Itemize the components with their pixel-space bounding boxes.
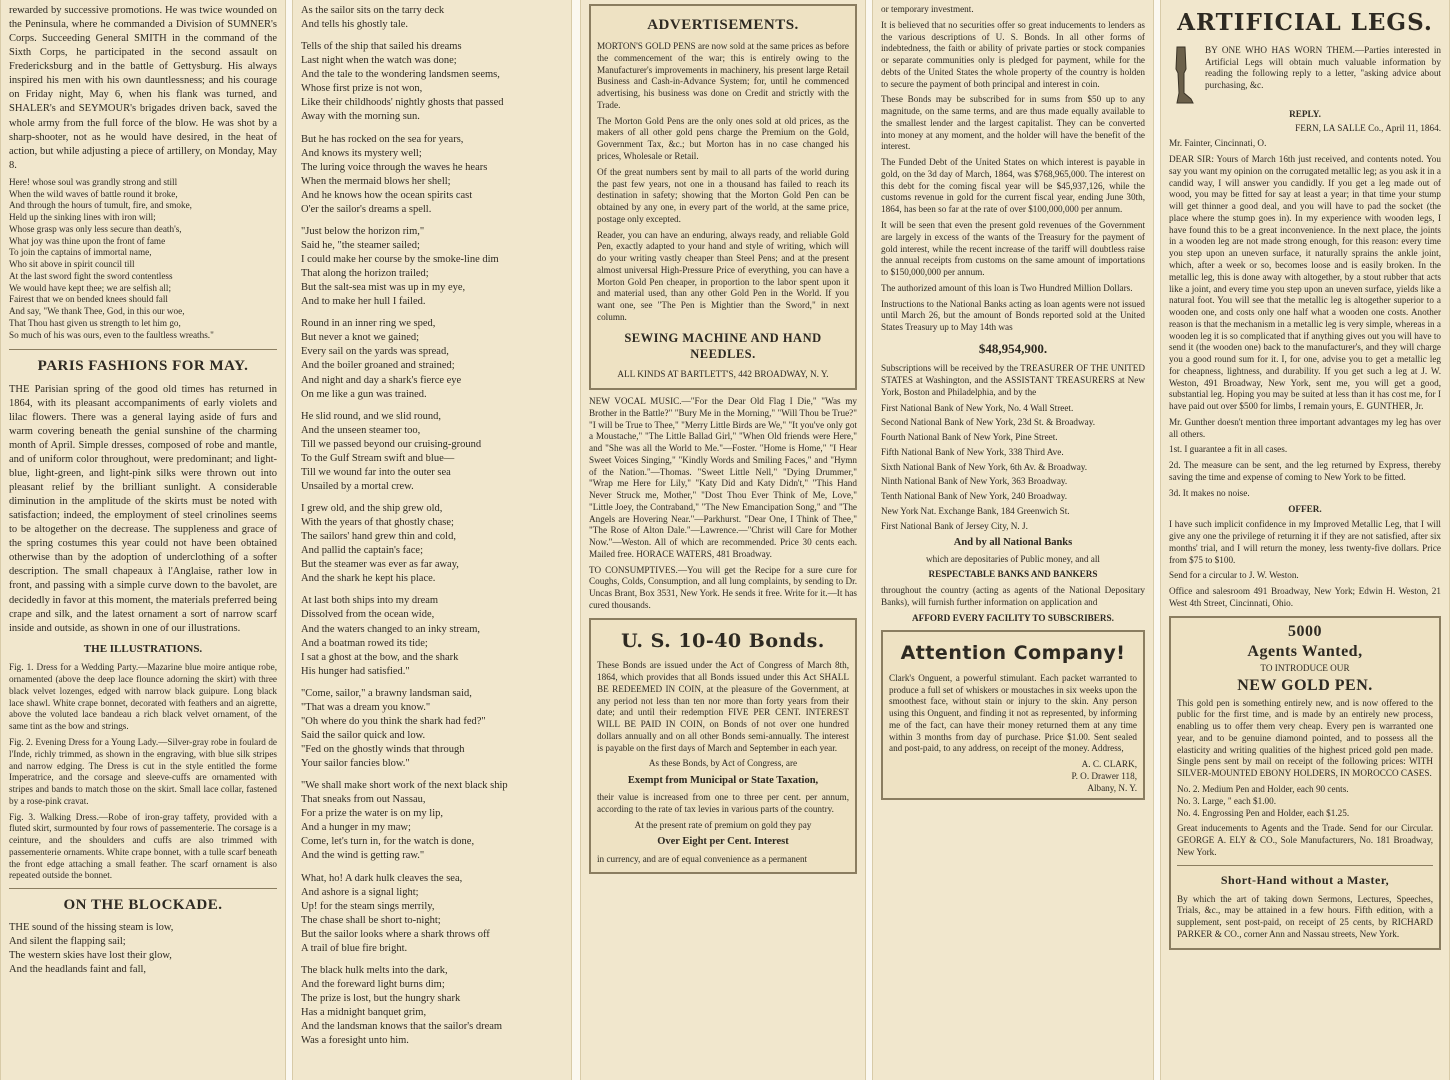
morton-pens-text: MORTON'S GOLD PENS are now sold at the same prices as before the commencement of the war; this is entirely owing to the Manufacturer's improvements in machinery, his present large Retail Business and Cash-in-Advance System; for, until he commenced advertising, his business was done on Credit and strictly with the Trade. <box>597 41 849 110</box>
stanza: "We shall make short work of the next black ship That sneaks from out Nassau, For a prize the water is on my lip, And a hunger in my maw; Come, let's turn in, for the watch is done, And the wind is getting raw." <box>301 780 508 862</box>
bonds-exempt: Exempt from Municipal or State Taxation, <box>627 775 819 787</box>
vocal-music-clip <box>589 396 857 612</box>
bonds-eight-percent: Over Eight per Cent. Interest <box>657 836 789 848</box>
sewing-needles-heading: SEWING MACHINE AND HAND NEEDLES. <box>624 330 822 362</box>
advantage-item: 3d. It makes no noise. <box>1169 487 1250 498</box>
morton-pens-text: Reader, you can have an enduring, always ready, and reliable Gold Pen, exactly adapted to your hand and style of writing, which will do your writing vastly cheaper than Steel Pens; and at the present almost universal High-Pressure Price of everything, you can have a Morton Gold Pen cheaper, in proportion to the labor spent upon it and material used, than any other Gold Pen in the World. If you want one, see "The Pen is Mightier than the Sword," in next column. <box>597 229 849 322</box>
leg-icon <box>1169 45 1199 107</box>
fig2-text: Fig. 2. Evening Dress for a Young Lady.—Silver-gray robe in foulard de l'Inde, richly trimmed, as shown in the engraving, with blue silk stripes and narrow edging. The Dress is cut in the style entitled the forme Imperatrice, and the corsage and sleeve-cuffs are ornamented with stripes and bands to match those on the skirt. Small lace collar, fastened by a rose-pink cravat. <box>9 737 277 806</box>
gunther-note: Mr. Gunther doesn't mention three important advantages my leg has over all others. <box>1169 416 1441 439</box>
artificial-legs-heading: ARTIFICIAL LEGS. <box>1177 9 1433 36</box>
gold-pen-heading: NEW GOLD PEN. <box>1237 677 1373 695</box>
office-address: Office and salesroom 491 Broadway, New York; Edwin H. Weston, 21 West 4th Street, Cincinnati, Ohio. <box>1169 586 1441 608</box>
obituary-poem <box>9 177 277 342</box>
stanza: The black hulk melts into the dark, And the foreward light burns dim; The prize is lost, but the hungry shark Has a midnight banquet grim, And the landsman knows that the sailor's dream Was a foresight unto him. <box>301 964 503 1047</box>
obituary-poem-text: Here! whose soul was grandly strong and still When the wild waves of battle round it broke, And through the hours of tumult, fire, and smoke, Held up the sinking lines with iron will; Whose grasp was only less secure than death's, What joy was thine upon the front of fame To join the captains of immortal name, Who sit above in spirit council till At the last sword fight the sword contentless We would have kept thee; we are selfish all; Fairest that we on bended knees should fall And say, "We thank Thee, God, in this our woe, That Thou hast given us strength to let him go, So much of his was ours, even to the faultless wreaths." <box>9 176 214 340</box>
reply-place: FERN, LA SALLE Co., April 11, 1864. <box>1295 122 1441 133</box>
column-3 <box>580 0 866 1080</box>
bonds-continued-text: These Bonds may be subscribed for in sums from $50 up to any magnitude, on the same terms, and are thus made equally available to the smallest lender and the largest capitalist. They can be converted into money at any moment, and the holder will have the benefit of the interest. <box>881 94 1145 152</box>
bank-item: Sixth National Bank of New York, 6th Av. & Broadway. <box>881 461 1088 472</box>
offer-label: OFFER. <box>1288 503 1322 514</box>
bonds-text: their value is increased from one to three per cent. per annum, according to the rate of tax levies in various parts of the country. <box>597 792 849 814</box>
agents-heading: Agents Wanted, <box>1247 643 1363 661</box>
bank-item: First National Bank of New York, No. 4 Wall Street. <box>881 402 1074 413</box>
advertisements-heading: ADVERTISEMENTS. <box>647 17 799 33</box>
gold-pen-clip <box>1169 616 1441 950</box>
artificial-legs-intro-row <box>1169 45 1441 107</box>
respectable-banks: RESPECTABLE BANKS AND BANKERS <box>928 569 1098 580</box>
reply-body: DEAR SIR: Yours of March 16th just received, and contents noted. You say you want my opinion on the corrugated metallic leg; as you ask it in a candid way, I will answer you candidly. If you get a leg made out of wood, you may be fitted for say at least a year; in that time your stump will get thinner a good deal, and you will have to pad the socket (the place where the stump goes in). In my experience with wooden legs, I have found this to be a great inconvenience. In the next place, the joints in a wooden leg are not made strong enough, for this reason: every time you step upon an uneven surface, it naturally sprains the ankle joint, which, after a week or so, becomes loose and is easily broken. In the metallic leg, this is done away with altogether, by a stout rubber that acts like a joint, and every time you step upon an uneven surface, yields like a natural foot. You will see that the metallic leg is altogether superior to a wooden one, and costs only one half what a wooden one costs. Another reason is that the mechanism in a metallic leg is very simple, whereas in a wooden leg it is so complicated that if anything gives out you will have to send it (the wooden one) back to the manufacturer's, and they will charge you a good round sum for it. I, for one, advise you to get a metallic leg for cheapness, lightness, and durability. If you get such a leg at J. W. Weston, 491 Broadway, New York, sent me, you will get a good, substantial leg. Hoping you may be suited at less than it has cost me, for I have paid out over $500 for limbs, I remain yours, E. GUNTHER, Jr. <box>1169 154 1442 412</box>
agents-number: 5000 <box>1288 622 1322 640</box>
bank-item: Ninth National Bank of New York, 363 Broadway. <box>881 476 1068 487</box>
stanza: "Come, sailor," a brawny landsman said, "That was a dream you know." "Oh where do you think the shark had fed?" Said the sailor quick and low. "Fed on the ghostly winds that through Your sailor fancies blow." <box>301 687 486 770</box>
attention-company-heading: Attention Company! <box>900 642 1126 665</box>
column-1 <box>0 0 286 1080</box>
afford-facility: AFFORD EVERY FACILITY TO SUBSCRIBERS. <box>912 612 1114 623</box>
paris-fashions-heading: PARIS FASHIONS FOR MAY. <box>37 358 249 375</box>
sewing-needles-text: ALL KINDS AT BARTLETT'S, 442 BROADWAY, N. Y. <box>617 369 829 380</box>
throughout-text: throughout the country (acting as agents of the National Depositary Banks), will furnish further information on application and <box>881 585 1145 607</box>
column-2 <box>292 0 572 1080</box>
bonds-continued-text: or temporary investment. <box>881 4 974 14</box>
bonds-clip <box>589 618 857 875</box>
divider <box>1177 865 1433 866</box>
gold-pen-text: This gold pen is something entirely new, and is now offered to the public for the first time, and is made by an entirely new process, enabling us to offer them very cheap. Every pen is warranted one year, and to be genuine diamond pointed, and to possess all the elasticity and writing qualities of the highest priced gold pen made. Single pens sent by mail on receipt of the following prices: WITH SILVER-MOUNTED EBONY HOLDERS, IN MOROCCO CASES. <box>1177 697 1433 779</box>
bonds-text: At the present rate of premium on gold they pay <box>634 819 812 830</box>
stanza: What, ho! A dark hulk cleaves the sea, And ashore is a signal light; Up! for the steam sings merrily, The chase shall be short to-night; But the sailor looks where a shark throws off A trail of blue fire bright. <box>301 872 490 954</box>
price-item: No. 4. Engrossing Pen and Holder, each $1.25. <box>1177 807 1350 818</box>
stanza: At last both ships into my dream Dissolved from the ocean wide, And the waters changed to an inky stream, And a boatman rowed its tide; I sat a ghost at the bow, and the shark His hunger had satisfied." <box>301 595 481 677</box>
price-item: No. 3. Large, " each $1.00. <box>1177 795 1276 806</box>
bank-item: Tenth National Bank of New York, 240 Broadway. <box>881 491 1068 502</box>
bonds-continued-text: The authorized amount of this loan is Two Hundred Million Dollars. <box>881 282 1133 293</box>
attention-signature: P. O. Drawer 118, <box>1071 770 1137 781</box>
attention-company-text: Clark's Onguent, a powerful stimulant. Each packet warranted to produce a full set of whiskers or moustaches in six weeks upon the smoothest face, without stain or injury to the skin. Any person using this Onguent, and finding it not as represented, by informing me of the fact, can have their money returned them at any time within 3 months from day of purchase. Price $1.00. Sent sealed and post-paid, to any address, on receipt of the money. Address, <box>889 672 1137 754</box>
advertisements-clip <box>589 4 857 390</box>
consumptives-text: TO CONSUMPTIVES.—You will get the Recipe for a sure cure for Coughs, Colds, Consumption, and all lung complaints, by sending to Dr. Uncas Brant, Box 3531, New York. He sends it free. Write for it.—It has cured thousands. <box>589 564 857 610</box>
divider <box>9 349 277 350</box>
bonds-text: in currency, and are of equal convenience as a permanent <box>597 853 808 864</box>
reply-to: Mr. Fainter, Cincinnati, O. <box>1169 138 1267 149</box>
morton-pens-text: Of the great numbers sent by mail to all parts of the world during the past few years, not one in a thousand has failed to reach its destination in safety; showing that the Morton Gold Pen can be obtained by any one, in every part of the world, at the same price, postage only excepted. <box>597 166 849 224</box>
short-hand-text: By which the art of taking down Sermons, Lectures, Speeches, Trials, &c., may be attained in a few hours. Fifth edition, with a supplement, sent post-paid, on receipt of 25 cents, by RICHARD PARKER & CO., corner Ann and Nassau streets, New York. <box>1177 893 1433 939</box>
bonds-continued-text: Instructions to the National Banks acting as loan agents were not issued until March 26, but the amount of Bonds reported sold at the United States Treasury up to May 14th was <box>881 298 1145 333</box>
column-4 <box>872 0 1154 1080</box>
stanza: He slid round, and we slid round, And the unseen steamer too, Till we passed beyond our cruising-ground To the Gulf Stream swift and blue— Till we wound far into the outer sea Unsailed by a mortal crew. <box>301 410 482 492</box>
stanza: I grew old, and the ship grew old, With the years of that ghostly chase; The sailors' hand grew thin and cold, And pallid the captain's face; But the steamer was ever as far away, And the shark he kept his place. <box>301 503 459 585</box>
agents-subheading: TO INTRODUCE OUR <box>1260 663 1350 674</box>
price-item: No. 2. Medium Pen and Holder, each 90 cents. <box>1177 783 1349 794</box>
bank-item: Fourth National Bank of New York, Pine Street. <box>881 432 1058 443</box>
depositaries-text: which are depositaries of Public money, and all <box>926 553 1100 564</box>
advantage-item: 1st. I guarantee a fit in all cases. <box>1169 444 1288 455</box>
stanza: "Just below the horizon rim," Said he, "the steamer sailed; I could make her course by the smoke-line dim That along the horizon trailed; But the salt-sea mist was up in my eye, And to make her hull I failed. <box>301 225 499 308</box>
illustrations-heading: THE ILLUSTRATIONS. <box>83 642 203 655</box>
send-circular: Send for a circular to J. W. Weston. <box>1169 570 1299 581</box>
stanza: But he has rocked on the sea for years, And knows its mystery well; The luring voice through the waves he hears When the mermaid blows her shell; And he knows how the ocean spirits cast O'er the sailor's dreams a spell. <box>301 133 488 215</box>
paris-fashions-text: THE Parisian spring of the good old times has returned in 1864, with its pleasant accompaniments of early violets and lilac flowers. There was a general laying aside of furs and warm covering beneath the genial sunshine of the charming month of April. Simple dresses, composed of robe and mantle, and of uniform color throughout, were predominant; and light-blue, light-green, and light-pink silks were thrown out into pleasant relief by the brilliant sunlight. A considerable diminution in the amplitude of the skirts must be noted with satisfaction; indeed, the employment of steel crinolines seems to be altogether on the decrease. The suppleness and grace of the spring costumes this year could not have been obtained otherwise than by the adoption of underclothing of a softer description. The small chapeaux à l'Anglaise, rather low in front, and passing with a simple curve down to the bavolet, are decidedly in favor at this moment, the materials preferred being crape and silk, and the latest ornament a sort of narrow scarf inside and outside, as shown in one of our illustrations. <box>9 383 277 634</box>
column-5 <box>1160 0 1450 1080</box>
bank-list <box>881 403 1145 533</box>
divider <box>9 888 277 889</box>
obituary-text: rewarded by successive promotions. He was twice wounded on the Peninsula, where he commanded a Division of SUMNER's Corps. Succeeding General SMITH in the command of the Sixth Corps, he participated in the second assault on Fredericksburg and in the battle of Gettysburg. His always inspired his men with his own dauntlessness; and his courage on Friday night, May 6, when his flank was turned, and SHALER's and SEYMOUR's brigades driven back, saved the whole army from the full force of the blow. He was shot by a sharp-shooter, not as he would have desired, in the heat of action, but while adjusting a piece of artillery, on Monday, May 8. <box>9 5 277 171</box>
bonds-heading: U. S. 10-40 Bonds. <box>621 629 825 652</box>
bank-item: Second National Bank of New York, 23d St. & Broadway. <box>881 417 1096 428</box>
advantage-item: 2d. The measure can be sent, and the leg returned by Express, thereby saving the time and expense of coming to New York to be fitted. <box>1169 460 1441 483</box>
offer-text: I have such implicit confidence in my Improved Metallic Leg, that I will give any one the privilege of returning it if they are not satisfied, after six months' trial, and I will return the money, less twenty-five dollars. Price from $75 to $100. <box>1169 519 1441 565</box>
attention-signature: A. C. CLARK, <box>1081 759 1137 770</box>
bonds-text: As these Bonds, by Act of Congress, are <box>648 758 798 769</box>
bank-item: First National Bank of Jersey City, N. J. <box>881 520 1028 531</box>
artificial-legs-intro: BY ONE WHO HAS WORN THEM.—Parties interested in Artificial Legs will obtain much valuable information by reading the following reply to a letter, "asking advice about purchasing, &c. <box>1205 44 1441 91</box>
reply-label: REPLY. <box>1289 108 1321 119</box>
bank-item: New York Nat. Exchange Bank, 184 Greenwich St. <box>881 505 1070 516</box>
bonds-continued-text: The Funded Debt of the United States on which interest is payable in gold, on the 3d day of March, 1864, was $768,965,000. The interest on this debt for the coming fiscal year will be $45,937,126, while the customs revenue in gold for the current fiscal year, ending June 30th, 1864, has been so far at the rate of over $100,000,000 per annum. <box>881 157 1145 215</box>
stanza: Round in an inner ring we sped, But never a knot we gained; Every sail on the yards was spread, And the boiler groaned and strained; And night and day a shark's fierce eye On me like a gun was trained. <box>301 318 462 400</box>
stanza: As the sailor sits on the tarry deck And tells his ghostly tale. <box>301 5 445 31</box>
bonds-continued-text: Subscriptions will be received by the TREASURER OF THE UNITED STATES at Washington, and the ASSISTANT TREASURERS at New York, Boston and Philadelphia, and by the <box>881 363 1145 397</box>
attention-signature: Albany, N. Y. <box>1087 782 1137 793</box>
bonds-continued-clip <box>881 4 1145 624</box>
bank-item: Fifth National Bank of New York, 338 Third Ave. <box>881 446 1064 457</box>
blockade-poem <box>9 921 277 977</box>
morton-pens-text: The Morton Gold Pens are the only ones sold at old prices, as the makers of all other gold pens charge the Premium on the Gold, Government Tax, &c.; but Morton has in no case changed his prices, Wholesale or Retail. <box>597 115 849 161</box>
short-hand-heading: Short-Hand without a Master, <box>1220 872 1390 887</box>
blockade-heading: ON THE BLOCKADE. <box>63 897 223 914</box>
gold-pen-footer: Great inducements to Agents and the Trade. Send for our Circular. GEORGE A. ELY & CO., Sole Manufacturers, No. 181 Broadway, New York. <box>1177 823 1433 857</box>
bonds-sold-amount: $48,954,900. <box>978 340 1048 356</box>
attention-company-clip <box>881 630 1145 799</box>
fig3-text: Fig. 3. Walking Dress.—Robe of iron-gray taffety, provided with a fluted skirt, surmounted by four rows of passementerie. The corsage is a ceinture, and the shoulders and cuffs are also trimmed with passementerie ornaments. White crape bonnet, with a tulle scarf beneath the front edge attaching a small feather. The scarf ornament is also repeated outside the bonnet. <box>9 811 277 881</box>
bonds-continued-text: It is believed that no securities offer so great inducements to lenders as the various descriptions of U. S. Bonds. In all other forms of indebtedness, the faith or ability of private parties or stock companies or separate communities only is pledged for payment, while for the debts of the United States the whole property of the country is holden to secure the payment of both principal and interest in coin. <box>881 19 1145 89</box>
vocal-music-text: NEW VOCAL MUSIC.—"For the Dear Old Flag I Die," "Was my Brother in the Battle?" "Bury Me in the Morning," "Will Thou be True?" "I will be True to Thee," "Merry Little Birds are We," "It you've only got a Moustache," "The Little Ballad Girl," "When Old friends were Here," and "She was all the World to Me."—Foster. "Home is Home," "I Hear Sweet Voices Singing," "Kindly Words and Smiling Faces," and "Hymn of the Nation."—Thomas. "Sweet Little Nell," "Dying Drummer," "Wrap me Here for Lily," "Katy Did and Katy Didn't," "This Hand Never Struck me, Mother," "Dost Thou Ever Think of Me, Love," "Little Joey, the Contraband," "The New Emancipation Song," and "The Angels are Hovering Near."—Parkhurst. "Dear One, I Think of Thee," "The Rose of Alton Dale."—Lawrence.—"Christ will Care for Mother Now."—Weston. All of which are recommended. Price 30 cents each. Mailed free. HORACE WATERS, 481 Broadway. <box>589 395 857 559</box>
bonds-text: These Bonds are issued under the Act of Congress of March 8th, 1864, which provides that all Bonds issued under this Act SHALL BE REDEEMED IN COIN, at the pleasure of the Government, at any period not less than ten nor more than forty years from their date; and until their redemption FIVE PER CENT. INTEREST WILL BE PAID IN COIN, on Bonds of not over one hundred dollars annually and on all other Bonds semi-annually. The interest is payable on the first days of March and September in each year. <box>597 660 849 753</box>
all-national-banks: And by all National Banks <box>953 536 1073 548</box>
bonds-continued-text: It will be seen that even the present gold revenues of the Government are largely in excess of the wants of the Treasury for the payment of gold interest, while the recent increase of the tariff will doubtless raise the annual receipts from customs on the same amount of importations to $150,000,000 per annum. <box>881 220 1145 278</box>
fig1-text: Fig. 1. Dress for a Wedding Party.—Mazarine blue moire antique robe, ornamented (above the deep lace flounce adorning the skirt) with three black velvet lozenges, edged with narrow black guipure. Long black lace shawl. White crape bonnet, decorated with feathers and an aigrette, above the voluted lace bandeau a rich black velvet ornament, of the same tint as the bow and strings. <box>9 662 277 732</box>
stanza: Tells of the ship that sailed his dreams Last night when the watch was done; And the tale to the wondering landsmen seems, Whose first prize is not won, Like their childhoods' nightly ghosts that passed Away with the morning sun. <box>301 41 504 123</box>
artificial-legs-clip <box>1169 8 1441 610</box>
blockade-poem-text: THE sound of the hissing steam is low, And silent the flapping sail; The western skies have lost their glow, And the headlands faint and fall, <box>9 922 174 976</box>
